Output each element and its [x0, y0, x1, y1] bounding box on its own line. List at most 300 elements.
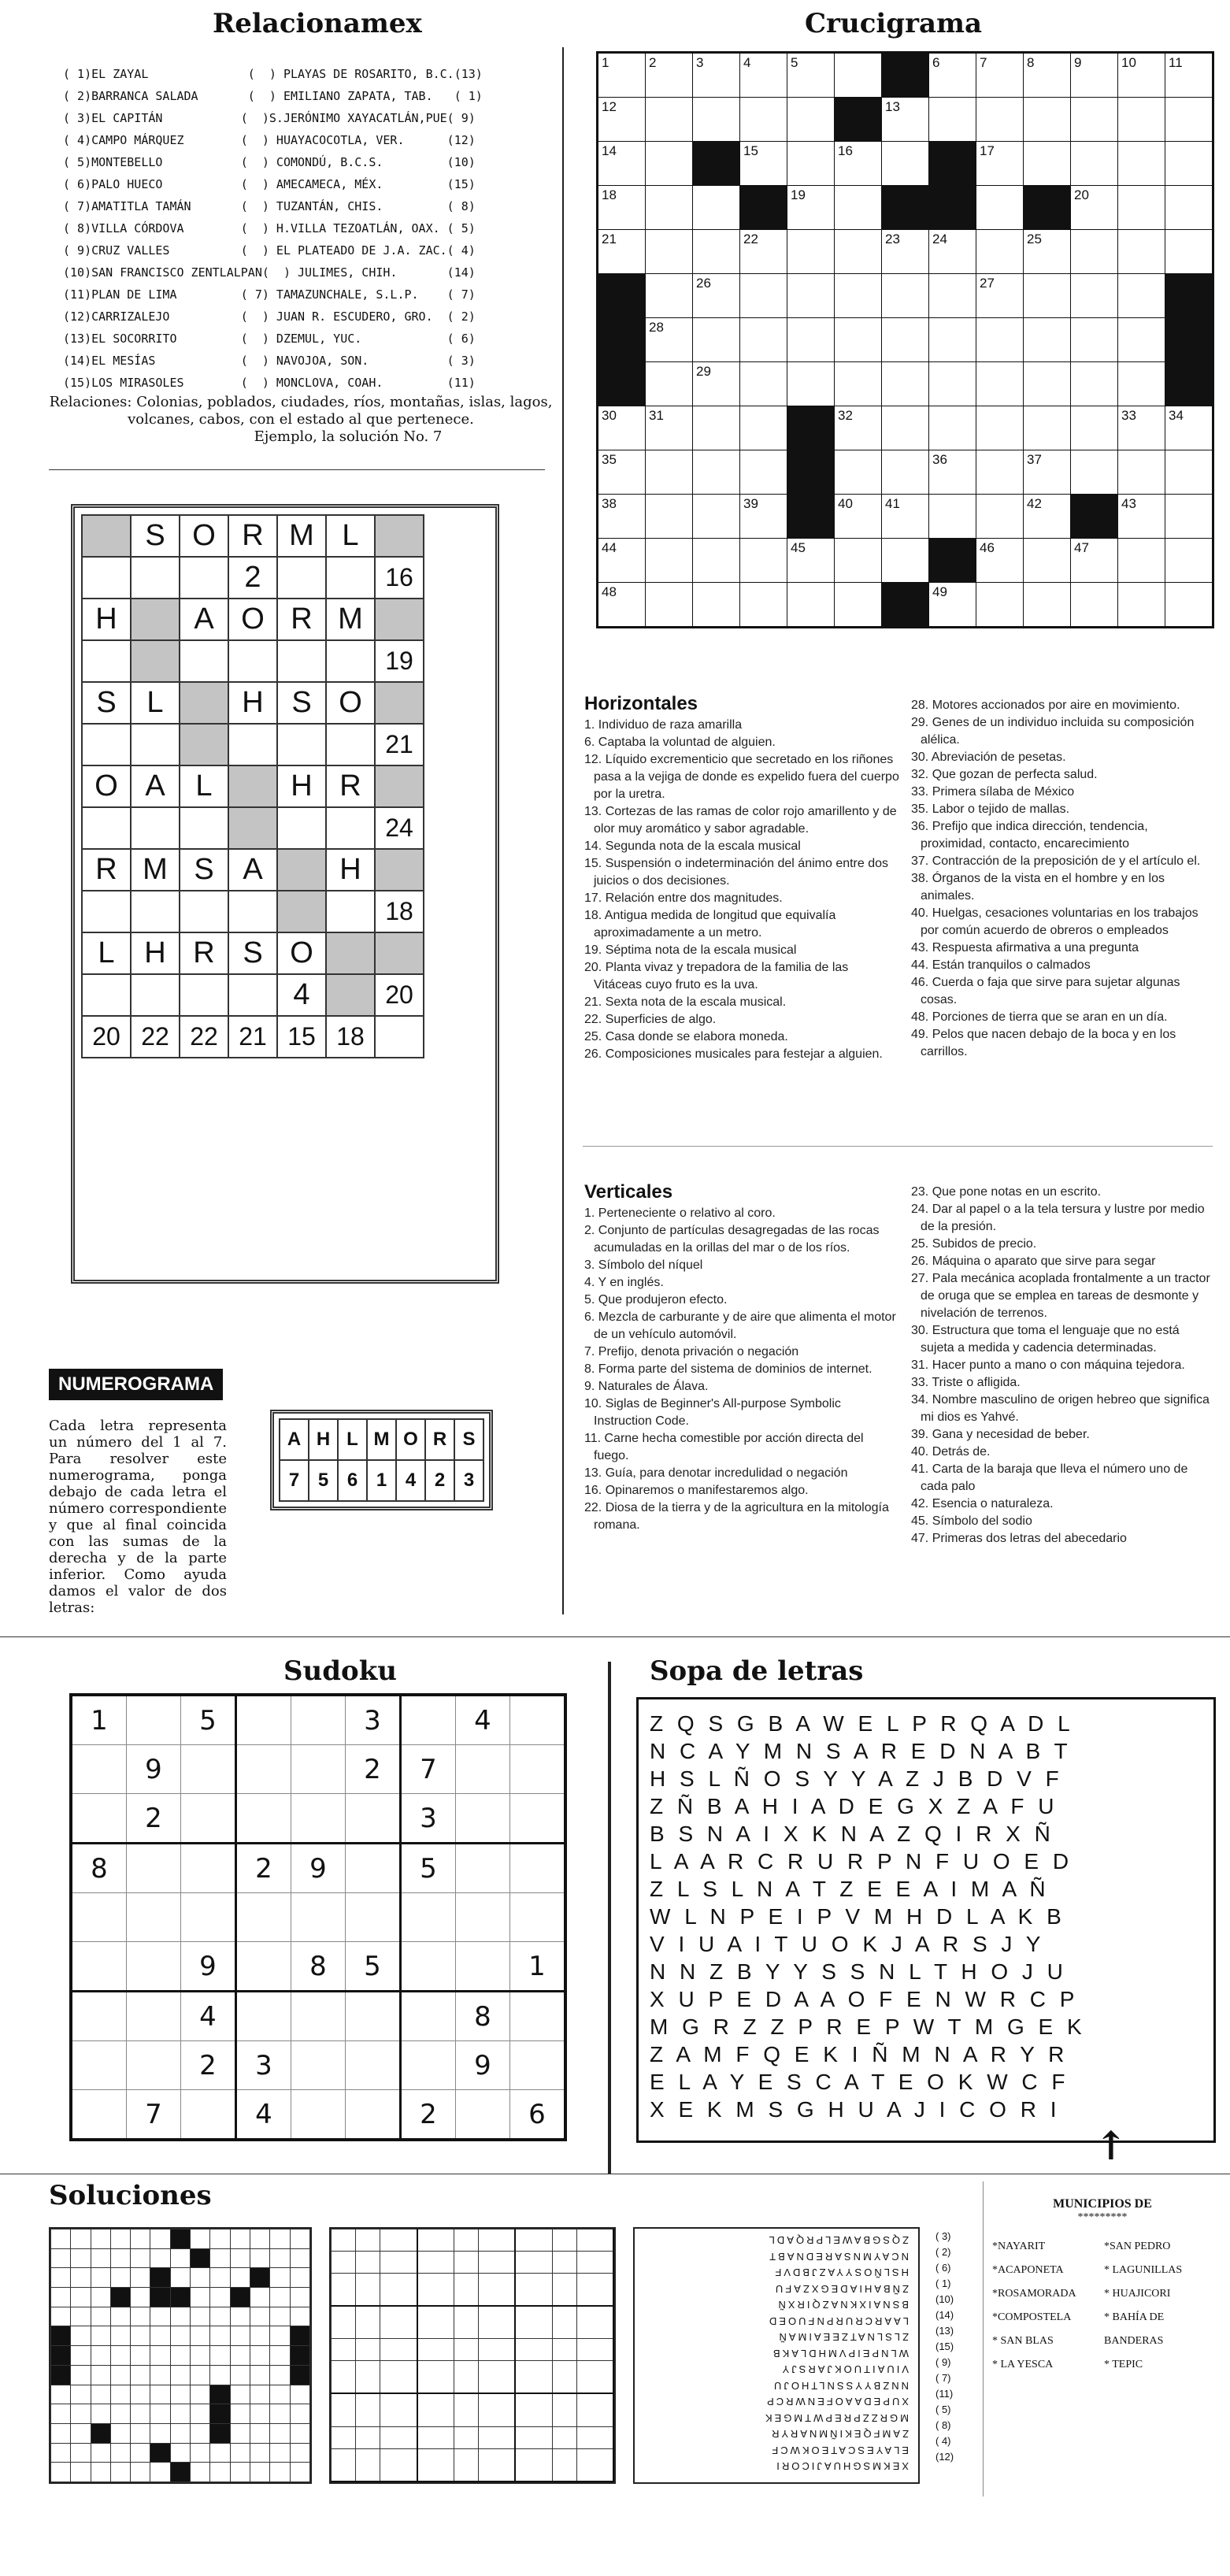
solution-cell — [150, 2423, 170, 2443]
sudoku-cell[interactable] — [127, 1844, 181, 1893]
crossword-cell[interactable] — [1118, 53, 1165, 98]
crossword-cell[interactable] — [787, 186, 835, 230]
crossword-cell[interactable] — [929, 274, 976, 318]
crossword-cell[interactable] — [882, 406, 929, 450]
crossword-cell[interactable] — [1071, 186, 1118, 230]
sudoku-cell[interactable]: 9 — [181, 1942, 236, 1992]
crossword-cell[interactable] — [1118, 495, 1165, 539]
solution-cell — [479, 2361, 516, 2394]
crossword-cell[interactable] — [1071, 583, 1118, 628]
crossword-cell[interactable] — [1024, 539, 1071, 583]
crossword-cell[interactable] — [1165, 318, 1213, 362]
crossword-cell[interactable] — [976, 53, 1024, 98]
sudoku-cell[interactable] — [510, 2041, 566, 2090]
crossword-cell[interactable] — [646, 450, 693, 495]
crossword-cell[interactable] — [598, 230, 646, 274]
numerograma-cell — [228, 807, 277, 849]
crossword-cell[interactable] — [1165, 230, 1213, 274]
crossword-cell[interactable] — [693, 53, 740, 98]
crossword-cell[interactable] — [1071, 318, 1118, 362]
crossword-cell[interactable] — [976, 274, 1024, 318]
crossword-cell[interactable] — [835, 450, 882, 495]
clue: 33. Primera sílaba de México — [911, 785, 1075, 799]
solution-cell — [250, 2248, 269, 2268]
crossword-cell[interactable] — [1165, 406, 1213, 450]
crossword-cell[interactable] — [646, 274, 693, 318]
crossword-cell[interactable] — [598, 406, 646, 450]
crossword-cell[interactable] — [835, 186, 882, 230]
crossword-cell[interactable] — [1118, 406, 1165, 450]
sudoku-cell[interactable]: 3 — [346, 1695, 401, 1745]
sudoku-cell[interactable] — [291, 1745, 346, 1794]
sudoku-cell[interactable] — [510, 1794, 566, 1844]
sudoku-cell[interactable]: 2 — [401, 2090, 456, 2140]
crossword-cell[interactable] — [1024, 583, 1071, 628]
crossword-cell[interactable] — [787, 539, 835, 583]
sudoku-cell[interactable] — [510, 1893, 566, 1942]
crossword-cell-number: 27 — [980, 276, 995, 291]
crossword-cell[interactable] — [693, 142, 740, 186]
crossword-cell[interactable] — [1165, 186, 1213, 230]
sudoku-cell[interactable]: 8 — [456, 1992, 510, 2041]
crossword-cell[interactable] — [1118, 318, 1165, 362]
crossword-cell[interactable] — [929, 406, 976, 450]
numerograma-cell — [277, 557, 326, 599]
sudoku-cell[interactable] — [456, 1893, 510, 1942]
crossword-cell[interactable] — [598, 450, 646, 495]
crossword-cell[interactable] — [1024, 98, 1071, 142]
verticales-left — [584, 1205, 899, 1534]
sudoku-cell[interactable] — [456, 1942, 510, 1992]
solution-cell — [150, 2288, 170, 2307]
crossword-cell[interactable] — [1071, 495, 1118, 539]
crossword-cell[interactable] — [929, 362, 976, 406]
sudoku-cell[interactable] — [401, 1992, 456, 2041]
crossword-cell[interactable] — [1071, 53, 1118, 98]
crossword-cell[interactable] — [882, 230, 929, 274]
sudoku-cell[interactable] — [401, 1695, 456, 1745]
crossword-cell[interactable] — [929, 495, 976, 539]
crossword-cell[interactable] — [598, 539, 646, 583]
crossword-cell[interactable] — [646, 186, 693, 230]
solution-cell — [417, 2339, 454, 2361]
crossword-cell[interactable] — [598, 98, 646, 142]
crossword-cell[interactable] — [693, 274, 740, 318]
sudoku-cell[interactable] — [71, 1893, 127, 1942]
solution-cell — [91, 2423, 110, 2443]
crossword-cell[interactable] — [646, 53, 693, 98]
crossword-cell[interactable] — [1118, 539, 1165, 583]
sudoku-cell[interactable]: 5 — [346, 1942, 401, 1992]
sudoku-cell[interactable] — [236, 1695, 291, 1745]
crossword-cell[interactable] — [740, 186, 787, 230]
crossword-cell[interactable] — [693, 318, 740, 362]
crossword-cell[interactable] — [787, 142, 835, 186]
crossword-cell-number: 23 — [885, 232, 900, 246]
crossword-cell[interactable] — [787, 362, 835, 406]
crossword-cell[interactable] — [1024, 142, 1071, 186]
sudoku-cell[interactable] — [401, 1942, 456, 1992]
crossword-cell[interactable] — [882, 318, 929, 362]
crossword-cell[interactable] — [646, 362, 693, 406]
sudoku-cell[interactable]: 2 — [346, 1745, 401, 1794]
crossword-cell[interactable] — [1165, 450, 1213, 495]
crossword-cell[interactable] — [929, 142, 976, 186]
crossword-cell[interactable] — [646, 583, 693, 628]
sudoku-cell[interactable] — [401, 2041, 456, 2090]
sudoku-cell[interactable] — [346, 1844, 401, 1893]
numerograma-cell — [375, 849, 424, 891]
sudoku-cell[interactable] — [456, 1745, 510, 1794]
numerograma-cell: 15 — [277, 1016, 326, 1058]
solution-cell — [131, 2229, 150, 2249]
solution-cell — [210, 2443, 230, 2463]
crossword-cell[interactable] — [787, 230, 835, 274]
crossword-cell[interactable] — [1165, 583, 1213, 628]
sudoku-cell[interactable] — [291, 1794, 346, 1844]
crossword-cell[interactable] — [882, 362, 929, 406]
crossword-cell[interactable] — [1118, 230, 1165, 274]
crossword-cell[interactable] — [1024, 495, 1071, 539]
sudoku-cell[interactable]: 4 — [181, 1992, 236, 2041]
sudoku-cell[interactable]: 9 — [456, 2041, 510, 2090]
crossword-cell-number: 34 — [1169, 408, 1184, 423]
crossword-cell[interactable] — [598, 53, 646, 98]
crossword-cell[interactable] — [929, 583, 976, 628]
crossword-cell[interactable] — [835, 583, 882, 628]
sudoku-cell[interactable] — [181, 2090, 236, 2140]
sudoku-cell[interactable]: 7 — [401, 1745, 456, 1794]
crossword-cell[interactable] — [882, 450, 929, 495]
sudoku-cell[interactable] — [127, 1695, 181, 1745]
crossword-cell[interactable] — [1024, 274, 1071, 318]
crossword-cell[interactable] — [882, 186, 929, 230]
clue: 8. Forma parte del sistema de dominios de internet. — [584, 1362, 872, 1376]
crossword-cell[interactable] — [929, 53, 976, 98]
crossword-cell[interactable] — [1165, 362, 1213, 406]
sudoku-cell[interactable]: 2 — [236, 1844, 291, 1893]
sudoku-cell[interactable] — [346, 1893, 401, 1942]
crossword-cell[interactable] — [976, 450, 1024, 495]
relacionamex-answer: (13) — [935, 2325, 954, 2337]
sudoku-cell[interactable] — [456, 2090, 510, 2140]
sudoku-cell[interactable] — [181, 1893, 236, 1942]
crossword-cell[interactable] — [835, 539, 882, 583]
crossword-cell[interactable] — [1118, 362, 1165, 406]
crossword-cell[interactable] — [740, 230, 787, 274]
solution-cell — [479, 2306, 516, 2339]
crossword-cell-number: 39 — [743, 496, 758, 511]
crossword-cell[interactable] — [1071, 230, 1118, 274]
sudoku-cell[interactable] — [181, 1844, 236, 1893]
sudoku-cell[interactable] — [456, 1794, 510, 1844]
crossword-cell[interactable] — [1071, 406, 1118, 450]
clue: 40. Huelgas, cesaciones voluntarias en los trabajos por común acuerdo de obreros o empleados — [911, 906, 1199, 937]
crossword-cell[interactable] — [740, 98, 787, 142]
sudoku-cell[interactable] — [71, 2041, 127, 2090]
solution-cell — [515, 2448, 552, 2481]
sudoku-cell[interactable] — [71, 1942, 127, 1992]
crossword-cell[interactable] — [740, 583, 787, 628]
crossword-cell[interactable] — [740, 142, 787, 186]
crossword-cell[interactable] — [976, 406, 1024, 450]
crossword-cell[interactable] — [1118, 142, 1165, 186]
sudoku-cell[interactable] — [236, 1794, 291, 1844]
clue: 30. Estructura que toma el lenguaje que no está sujeta a medida y cadencia determinadas. — [911, 1324, 1180, 1355]
crossword-cell[interactable] — [1165, 142, 1213, 186]
crossword-cell[interactable] — [882, 583, 929, 628]
crossword-cell-number: 46 — [980, 540, 995, 555]
crossword-cell[interactable] — [1024, 318, 1071, 362]
crossword-cell[interactable] — [787, 53, 835, 98]
crossword-cell-number: 10 — [1121, 55, 1136, 70]
crossword-cell[interactable] — [787, 406, 835, 450]
crossword-cell[interactable] — [1071, 142, 1118, 186]
crossword-cell[interactable] — [693, 539, 740, 583]
crossword-cell[interactable] — [976, 142, 1024, 186]
crossword-cell[interactable] — [646, 318, 693, 362]
crossword-cell[interactable] — [740, 450, 787, 495]
crossword-cell[interactable] — [646, 406, 693, 450]
sudoku-cell[interactable]: 9 — [127, 1745, 181, 1794]
crossword-cell[interactable] — [1118, 274, 1165, 318]
crossword-cell[interactable] — [1024, 186, 1071, 230]
crossword-cell[interactable] — [787, 98, 835, 142]
crossword-cell[interactable] — [1071, 450, 1118, 495]
sudoku-cell[interactable] — [510, 1844, 566, 1893]
crossword-cell[interactable] — [1071, 362, 1118, 406]
crossword-cell[interactable] — [976, 230, 1024, 274]
crossword-cell[interactable] — [740, 53, 787, 98]
crossword-cell[interactable] — [646, 495, 693, 539]
crossword-cell-number: 42 — [1027, 496, 1042, 511]
solution-cell — [71, 2365, 91, 2385]
crossword-cell[interactable] — [598, 495, 646, 539]
crossword-cell[interactable] — [929, 450, 976, 495]
crossword-cell[interactable] — [929, 230, 976, 274]
crossword-cell[interactable] — [929, 318, 976, 362]
crossword-cell[interactable] — [787, 495, 835, 539]
sudoku-cell[interactable]: 8 — [71, 1844, 127, 1893]
crossword-cell[interactable] — [1071, 274, 1118, 318]
crossword-cell[interactable] — [929, 186, 976, 230]
crossword-cell[interactable] — [693, 450, 740, 495]
crossword-cell[interactable] — [1165, 539, 1213, 583]
crossword-cell[interactable] — [835, 318, 882, 362]
solution-cell — [210, 2307, 230, 2326]
crossword-cell[interactable] — [1165, 495, 1213, 539]
numerograma-cell — [277, 640, 326, 682]
sudoku-cell[interactable] — [71, 2090, 127, 2140]
crossword-cell[interactable] — [1024, 450, 1071, 495]
sudoku-cell[interactable] — [127, 1893, 181, 1942]
sudoku-cell[interactable] — [510, 1695, 566, 1745]
solution-cell — [170, 2288, 190, 2307]
crossword-cell[interactable] — [835, 53, 882, 98]
sudoku-cell[interactable]: 3 — [236, 2041, 291, 2090]
crossword-cell[interactable] — [1118, 450, 1165, 495]
sudoku-cell[interactable]: 5 — [181, 1695, 236, 1745]
crossword-cell[interactable] — [646, 98, 693, 142]
crossword-cell[interactable] — [693, 583, 740, 628]
solution-cell — [210, 2404, 230, 2424]
crossword-cell[interactable] — [1024, 230, 1071, 274]
sopa-solution-row: MGRZZPREPWTMGEK — [762, 2411, 909, 2424]
sudoku-cell[interactable] — [346, 1992, 401, 2041]
solution-cell — [230, 2404, 250, 2424]
crossword-cell[interactable] — [740, 495, 787, 539]
sudoku-cell[interactable] — [291, 2041, 346, 2090]
crossword-cell[interactable] — [882, 98, 929, 142]
crossword-cell[interactable] — [598, 274, 646, 318]
solution-cell — [110, 2365, 130, 2385]
sudoku-cell[interactable] — [401, 1893, 456, 1942]
crossword-cell[interactable] — [976, 495, 1024, 539]
crossword-cell[interactable] — [693, 186, 740, 230]
sudoku-cell[interactable] — [71, 1794, 127, 1844]
solution-cell — [230, 2463, 250, 2482]
sudoku-cell[interactable] — [236, 1893, 291, 1942]
sudoku-cell[interactable] — [127, 1992, 181, 2041]
crossword-cell[interactable] — [646, 539, 693, 583]
sudoku-cell[interactable] — [291, 2090, 346, 2140]
crossword-cell[interactable] — [740, 318, 787, 362]
crossword-cell[interactable] — [882, 539, 929, 583]
crossword-cell[interactable] — [976, 539, 1024, 583]
sudoku-cell[interactable] — [181, 1794, 236, 1844]
clue: 16. Opinaremos o manifestaremos algo. — [584, 1484, 809, 1497]
crossword-cell[interactable] — [598, 583, 646, 628]
crossword-cell[interactable] — [787, 318, 835, 362]
crossword-cell[interactable] — [1024, 406, 1071, 450]
crossword-cell[interactable] — [693, 362, 740, 406]
crossword-cell[interactable] — [882, 495, 929, 539]
sudoku-cell[interactable] — [456, 1844, 510, 1893]
crossword-cell[interactable] — [976, 186, 1024, 230]
sudoku-cell[interactable]: 9 — [291, 1844, 346, 1893]
sudoku-cell[interactable] — [346, 2090, 401, 2140]
crossword-cell[interactable] — [1165, 98, 1213, 142]
crossword-cell[interactable] — [835, 142, 882, 186]
sudoku-cell[interactable]: 4 — [236, 2090, 291, 2140]
crossword-cell[interactable] — [976, 583, 1024, 628]
crossword-cell[interactable] — [787, 583, 835, 628]
sudoku-cell[interactable] — [346, 2041, 401, 2090]
crossword-cell[interactable] — [882, 53, 929, 98]
crossword-cell[interactable] — [1071, 539, 1118, 583]
sudoku-cell[interactable] — [127, 2041, 181, 2090]
crossword-cell[interactable] — [929, 98, 976, 142]
sudoku-cell[interactable]: 2 — [127, 1794, 181, 1844]
crossword-cell[interactable] — [882, 142, 929, 186]
crossword-cell[interactable] — [835, 362, 882, 406]
sudoku-cell[interactable] — [291, 1992, 346, 2041]
relacionamex-answer: ( 1) — [935, 2278, 951, 2289]
sudoku-cell[interactable]: 1 — [510, 1942, 566, 1992]
crossword-cell[interactable] — [740, 406, 787, 450]
sudoku-cell[interactable]: 5 — [401, 1844, 456, 1893]
sudoku-cell[interactable]: 3 — [401, 1794, 456, 1844]
crossword-cell[interactable] — [740, 274, 787, 318]
crossword-cell[interactable] — [835, 406, 882, 450]
clue: 27. Pala mecánica acoplada frontalmente a un tractor de oruga que se emplea en tareas de desmonte y nivelación de terrenos. — [911, 1272, 1210, 1320]
crossword-cell[interactable] — [1165, 274, 1213, 318]
solution-cell — [552, 2306, 576, 2339]
crossword-cell[interactable] — [1118, 186, 1165, 230]
crossword-cell[interactable] — [693, 230, 740, 274]
crossword-cell[interactable] — [740, 362, 787, 406]
crossword-cell[interactable] — [976, 362, 1024, 406]
numerograma-cell — [131, 807, 180, 849]
solution-cell — [91, 2326, 110, 2346]
solution-cell — [250, 2288, 269, 2307]
crossword-cell-number: 28 — [649, 320, 664, 335]
sudoku-cell[interactable]: 2 — [181, 2041, 236, 2090]
crossword-cell[interactable] — [693, 98, 740, 142]
crossword-cell[interactable] — [598, 186, 646, 230]
sudoku-cell[interactable] — [236, 1992, 291, 2041]
crossword-cell[interactable] — [882, 274, 929, 318]
sudoku-cell[interactable] — [236, 1745, 291, 1794]
sudoku-cell[interactable]: 8 — [291, 1942, 346, 1992]
solution-cell — [332, 2339, 356, 2361]
crossword-cell[interactable] — [598, 142, 646, 186]
crossword-cell[interactable] — [835, 98, 882, 142]
crossword-cell[interactable] — [835, 230, 882, 274]
numerograma-cell — [180, 974, 228, 1016]
crossword-cell[interactable] — [598, 362, 646, 406]
sudoku-cell[interactable] — [181, 1745, 236, 1794]
sudoku-cell[interactable] — [236, 1942, 291, 1992]
crossword-cell[interactable] — [693, 495, 740, 539]
sudoku-cell[interactable] — [510, 1992, 566, 2041]
sudoku-cell[interactable]: 1 — [71, 1695, 127, 1745]
sudoku-cell[interactable] — [291, 1695, 346, 1745]
crossword-cell[interactable] — [787, 274, 835, 318]
crossword-cell[interactable] — [1024, 362, 1071, 406]
crossword-cell[interactable] — [835, 274, 882, 318]
crossword-cell[interactable] — [976, 318, 1024, 362]
crossword-cell[interactable] — [1071, 98, 1118, 142]
sudoku-cell[interactable] — [346, 1794, 401, 1844]
solution-cell — [51, 2365, 71, 2385]
crossword-cell[interactable] — [1024, 53, 1071, 98]
crossword-cell[interactable] — [929, 539, 976, 583]
crossword-cell[interactable] — [646, 142, 693, 186]
sudoku-cell[interactable] — [71, 1992, 127, 2041]
crossword-cell[interactable] — [1118, 98, 1165, 142]
sudoku-cell[interactable] — [71, 1745, 127, 1794]
crossword-cell[interactable] — [598, 318, 646, 362]
crossword-cell[interactable] — [1118, 583, 1165, 628]
crossword-cell[interactable] — [787, 450, 835, 495]
numerograma-cell: 22 — [180, 1016, 228, 1058]
sudoku-cell[interactable] — [291, 1893, 346, 1942]
sudoku-cell[interactable]: 4 — [456, 1695, 510, 1745]
crossword-cell[interactable] — [976, 98, 1024, 142]
crossword-cell[interactable] — [646, 230, 693, 274]
crossword-cell[interactable] — [693, 406, 740, 450]
crossword-cell[interactable] — [740, 539, 787, 583]
sudoku-cell[interactable]: 6 — [510, 2090, 566, 2140]
crossword-cell[interactable] — [835, 495, 882, 539]
sudoku-cell[interactable] — [510, 1745, 566, 1794]
crossword-cell[interactable] — [1165, 53, 1213, 98]
municipio: *COMPOSTELA — [992, 2311, 1072, 2323]
solution-cell — [332, 2393, 356, 2426]
sudoku-cell[interactable] — [127, 1942, 181, 1992]
sudoku-cell[interactable]: 7 — [127, 2090, 181, 2140]
